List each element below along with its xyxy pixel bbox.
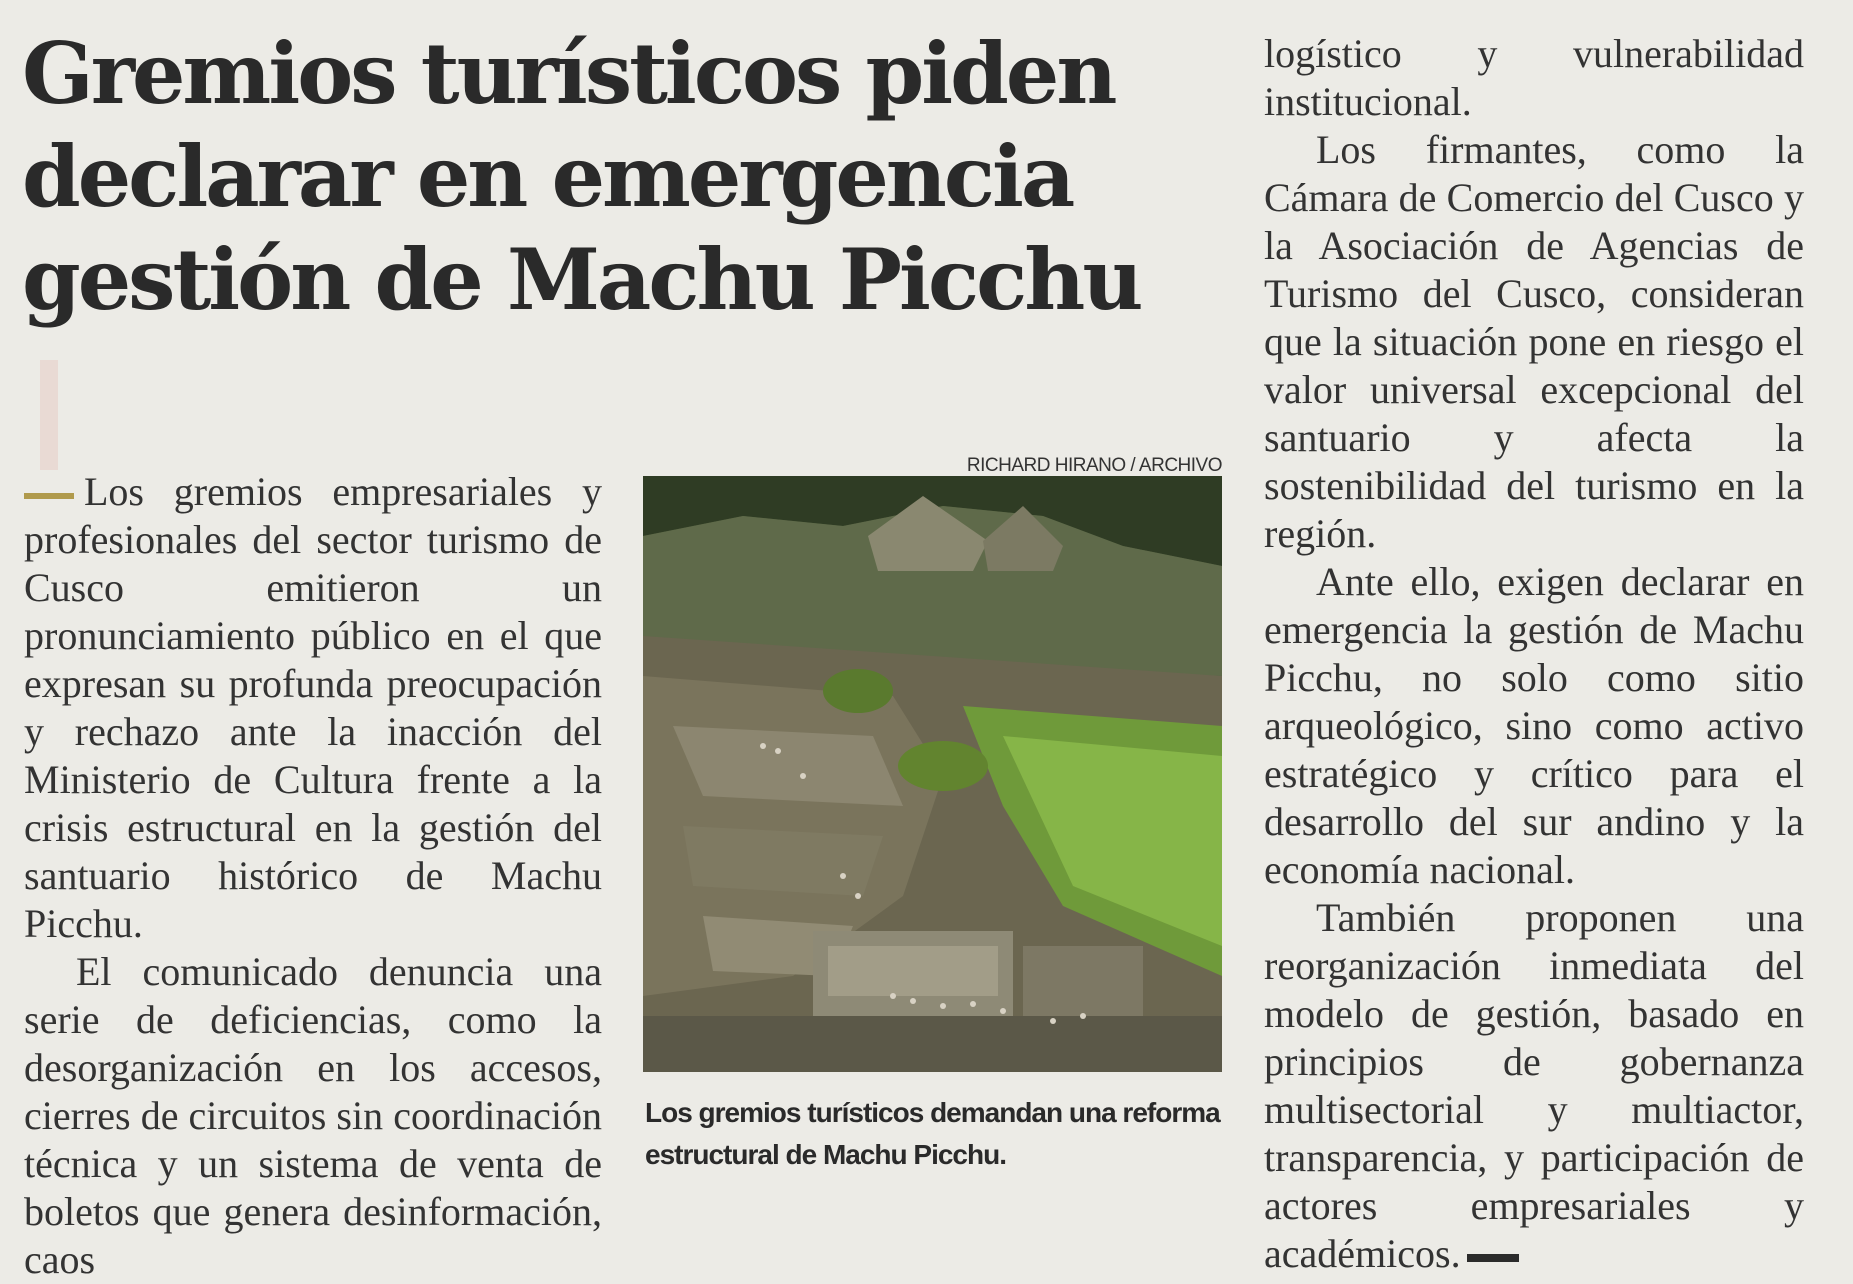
photo-credit: RICHARD HIRANO / ARCHIVO xyxy=(966,455,1222,476)
paragraph-3: Los firmantes, como la Cámara de Comercio del Cusco y la Asociación de Agencias de Turismo del Cusco, consideran que la situación pone en riesgo el valor universal excepcional del santuario y afecta la sostenibilidad del turismo en la región. xyxy=(1264,127,1804,556)
machu-picchu-photo xyxy=(643,476,1222,1072)
photo-caption: Los gremios turísticos demandan una reforma estructural de Machu Picchu. xyxy=(645,1097,1220,1170)
paragraph-5-text: También proponen una reorganización inmediata del modelo de gestión, basado en principios de gobernanza multisectorial y multiactor, transparencia, y participación de actores empresariales y académicos. xyxy=(1264,895,1804,1276)
paragraph-1-text: Los gremios empresariales y profesionales del sector turismo de Cusco emitieron un pronunciamiento público en el que expresan su profunda preocupación y rechazo ante la inacción del Ministerio de Cultura frente a la crisis estructural en la gestión del santuario histórico de Machu Picchu. xyxy=(24,469,602,946)
end-mark xyxy=(1467,1254,1519,1262)
decorative-bleed-mark xyxy=(40,360,58,470)
paragraph-4: Ante ello, exigen declarar en emergencia la gestión de Machu Picchu, no solo como sitio arqueológico, sino como activo estratégico y crítico para el desarrollo del sur andino y la economía nacional. xyxy=(1264,559,1804,892)
paragraph-2-start: El comunicado denuncia una serie de deficiencias, como la desorganización en los accesos, cierres de circuitos sin coordinación técnica y un sistema de venta de boletos que genera desinformación, caos xyxy=(24,949,602,1282)
paragraph-lead xyxy=(24,468,602,948)
article-column-1 xyxy=(24,468,602,1284)
article-headline: Gremios turísticos piden declarar en emergencia gestión de Machu Picchu xyxy=(22,24,1141,329)
article-column-3 xyxy=(1264,30,1804,1278)
lead-dash-marker xyxy=(24,493,74,499)
paragraph-2-continued: logístico y vulnerabilidad institucional. xyxy=(1264,31,1804,124)
paragraph-5 xyxy=(1264,894,1804,1278)
machu-picchu-photo-illustration xyxy=(643,476,1222,1072)
